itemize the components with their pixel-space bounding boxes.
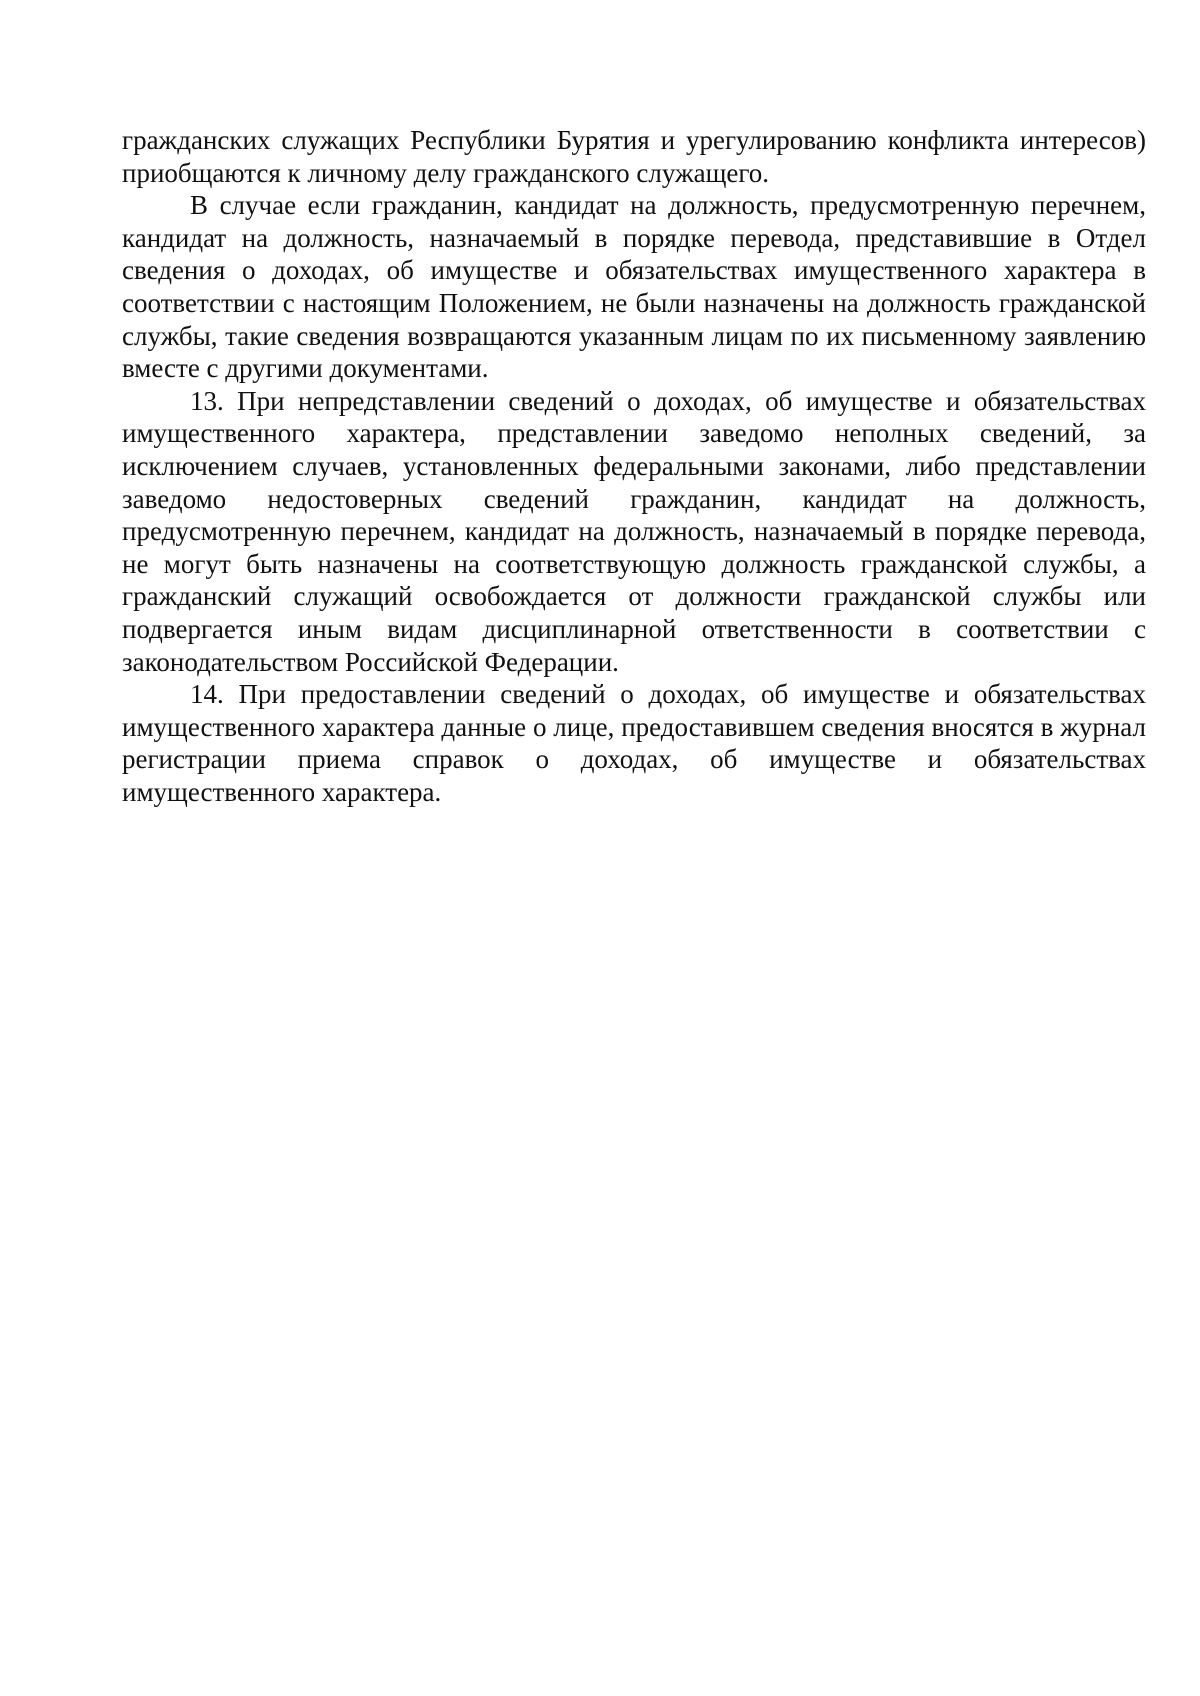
document-body xyxy=(122,124,1146,808)
paragraph-return-of-documents: В случае если гражданин, кандидат на должность, предусмотренную перечнем, кандидат на должность, назначаемый в порядке перевода, представившие в Отдел сведения о доходах, об имуществе и обязательствах имущественного характера в соответствии с настоящим Положением, не были назначены на должность гражданской службы, такие сведения возвращаются указанным лицам по их письменному заявлению вместе с другими документами. xyxy=(122,190,1146,384)
paragraph-14: 14. При предоставлении сведений о доходах, об имуществе и обязательствах имущественного характера данные о лице, предоставившем сведения вносятся в журнал регистрации приема справок о доходах, об имуществе и обязательствах имущественного характера. xyxy=(122,679,1146,807)
paragraph-13: 13. При непредставлении сведений о доходах, об имуществе и обязательствах имущественного характера, представлении заведомо неполных сведений, за исключением случаев, установленных федеральными законами, либо представлении заведомо недостоверных сведений гражданин, кандидат на должность, предусмотренную перечнем, кандидат на должность, назначаемый в порядке перевода, не могут быть назначены на соответствующую должность гражданской службы, а гражданский служащий освобождается от должности гражданской службы или подвергается иным видам дисциплинарной ответственности в соответствии с законодательством Российской Федерации. xyxy=(122,385,1146,677)
paragraph-continuation: гражданских служащих Республики Бурятия и урегулированию конфликта интересов) приобщаются к личному делу гражданского служащего. xyxy=(122,125,1146,188)
